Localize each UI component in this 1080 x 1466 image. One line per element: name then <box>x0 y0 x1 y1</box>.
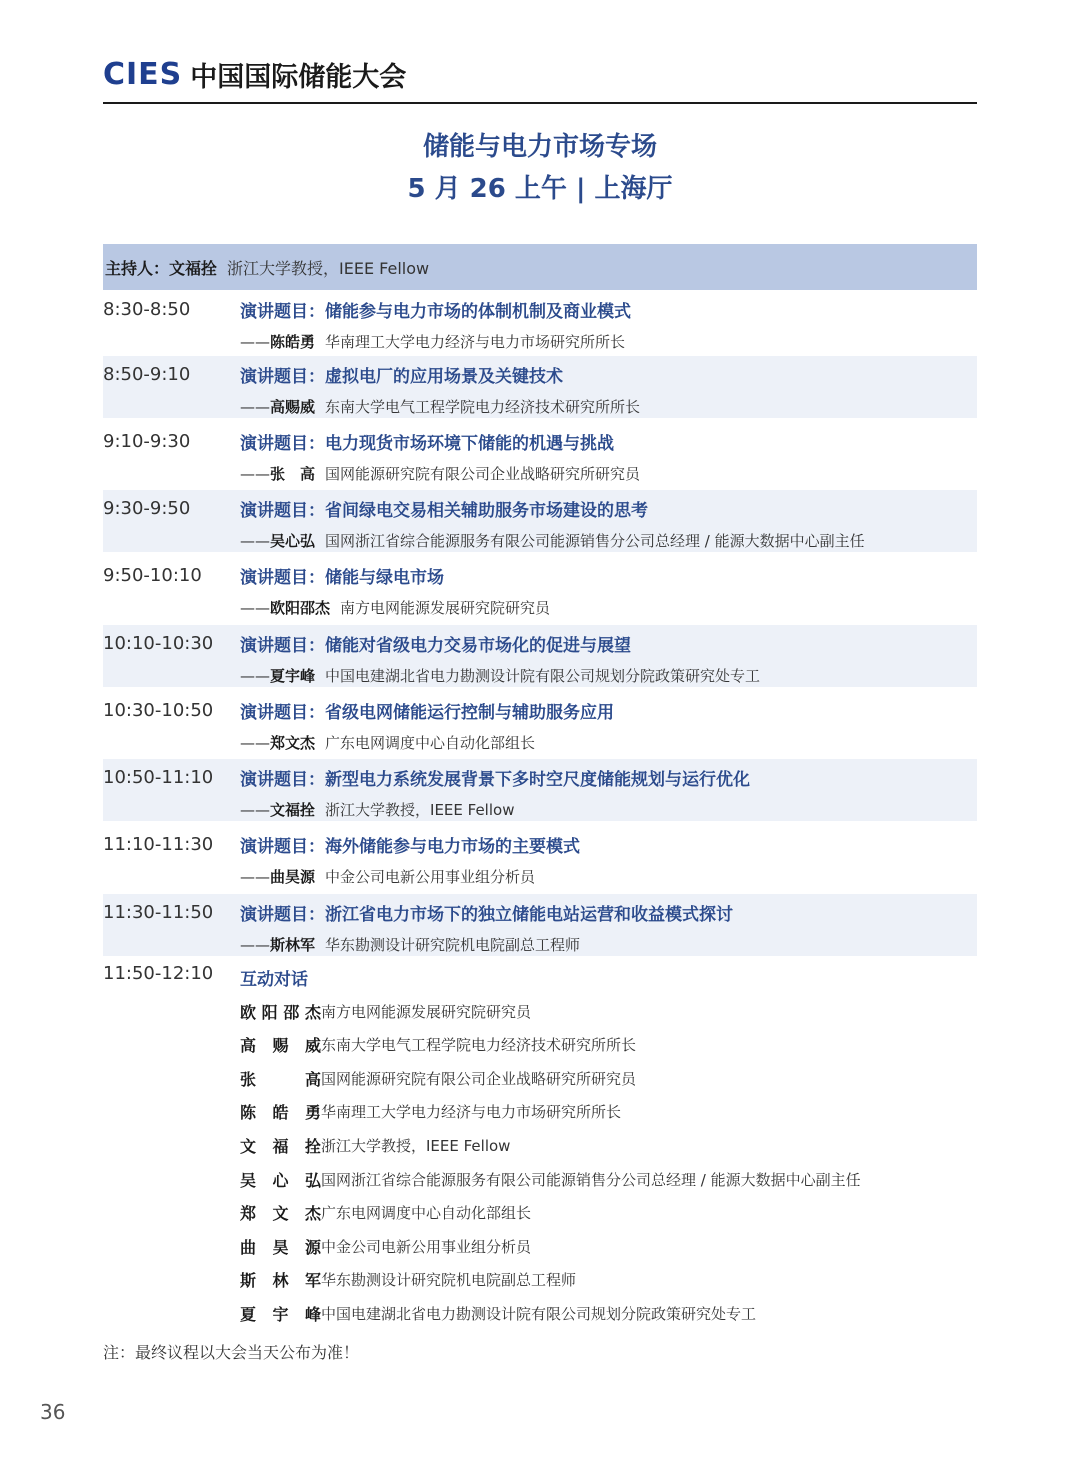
talk-topic: 演讲题目：虚拟电厂的应用场景及关键技术 <box>240 367 563 387</box>
talk-topic: 演讲题目：储能与绿电市场 <box>240 568 444 588</box>
host-bar <box>103 244 977 290</box>
name-char: 文 <box>272 1204 289 1224</box>
dash: —— <box>240 333 270 351</box>
page-number: 36 <box>40 1400 66 1424</box>
panel-member-name <box>240 1168 321 1191</box>
session-time: 10:50-11:10 <box>103 767 214 788</box>
session-title: 储能与电力市场专场 <box>422 132 657 162</box>
panel-member-name <box>240 1201 321 1224</box>
panel-member <box>240 1200 531 1226</box>
conference-logo <box>103 55 406 94</box>
conference-name: 中国国际储能大会 <box>190 62 407 93</box>
agenda-row <box>103 557 977 619</box>
panel-member <box>240 998 531 1024</box>
dash: —— <box>240 734 270 752</box>
talk-topic: 演讲题目：新型电力系统发展背景下多时空尺度储能规划与运行优化 <box>240 770 750 790</box>
dash: —— <box>240 936 270 954</box>
name-char: 斯 <box>240 1271 257 1291</box>
name-char: 陈 <box>240 1103 257 1123</box>
speaker-line <box>240 530 865 551</box>
name-char: 宇 <box>272 1304 289 1324</box>
session-time: 9:50-10:10 <box>103 565 202 586</box>
panel-member-name <box>240 1302 321 1325</box>
agenda-row <box>103 291 977 353</box>
session-time: 11:30-11:50 <box>103 902 214 923</box>
dash: —— <box>240 599 270 617</box>
speaker-affiliation: 南方电网能源发展研究院研究员 <box>340 599 551 617</box>
agenda-row <box>103 423 977 485</box>
panel-title: 互动对话 <box>240 970 308 990</box>
name-char: 心 <box>272 1170 289 1190</box>
panel-member-affiliation: 国网能源研究院有限公司企业战略研究所研究员 <box>321 1069 637 1088</box>
speaker-affiliation: 中金公司电新公用事业组分析员 <box>325 868 536 886</box>
name-char: 邵 <box>283 1002 300 1022</box>
dash: —— <box>240 532 270 550</box>
speaker-name: 张 高 <box>270 465 316 483</box>
speaker-name: 吴心弘 <box>270 532 316 550</box>
panel-member-name <box>240 1134 321 1157</box>
name-char: 郑 <box>240 1204 257 1224</box>
name-char: 林 <box>272 1271 289 1291</box>
name-char: 源 <box>304 1237 321 1257</box>
dash: —— <box>240 868 270 886</box>
speaker-affiliation: 浙江大学教授，IEEE Fellow <box>325 801 515 819</box>
name-char: 阳 <box>261 1002 278 1022</box>
name-char: 弘 <box>304 1170 321 1190</box>
name-char: 赐 <box>272 1036 289 1056</box>
talk-topic: 演讲题目：储能对省级电力交易市场化的促进与展望 <box>240 636 631 656</box>
agenda-row <box>103 894 977 956</box>
talk-topic: 演讲题目：浙江省电力市场下的独立储能电站运营和收益模式探讨 <box>240 905 733 925</box>
speaker-line <box>240 799 514 820</box>
agenda-row <box>103 356 977 418</box>
speaker-name: 欧阳邵杰 <box>270 599 331 617</box>
talk-topic: 演讲题目：省间绿电交易相关辅助服务市场建设的思考 <box>240 501 648 521</box>
name-char: 高 <box>240 1036 257 1056</box>
speaker-affiliation: 东南大学电气工程学院电力经济技术研究所所长 <box>325 398 641 416</box>
panel-member-affiliation: 浙江大学教授，IEEE Fellow <box>321 1136 511 1155</box>
name-char: 峰 <box>304 1304 321 1324</box>
panel-member <box>240 1132 510 1158</box>
session-time: 10:30-10:50 <box>103 700 214 721</box>
name-char: 昊 <box>272 1237 289 1257</box>
panel-member <box>240 1099 621 1125</box>
panel-member-affiliation: 中国电建湖北省电力勘测设计院有限公司规划分院政策研究处专工 <box>321 1304 757 1323</box>
panel-member-affiliation: 华东勘测设计研究院机电院副总工程师 <box>321 1271 577 1290</box>
speaker-name: 斯林军 <box>270 936 316 954</box>
speaker-affiliation: 国网浙江省综合能源服务有限公司能源销售分公司总经理 / 能源大数据中心副主任 <box>325 532 865 550</box>
panel-member-affiliation: 国网浙江省综合能源服务有限公司能源销售分公司总经理 / 能源大数据中心副主任 <box>321 1170 861 1189</box>
speaker-line <box>240 396 640 417</box>
footnote: 注：最终议程以大会当天公布为准！ <box>103 1343 360 1362</box>
dash: —— <box>240 801 270 819</box>
agenda-row <box>103 759 977 821</box>
panel-member-name <box>240 1067 321 1090</box>
name-char: 杰 <box>304 1204 321 1224</box>
name-char: 张 <box>240 1069 257 1089</box>
panel-member <box>240 1267 576 1293</box>
speaker-name: 曲昊源 <box>270 868 316 886</box>
session-datetime: 5 月 26 上午 | 上海厅 <box>407 174 673 204</box>
panel-member-name <box>240 1235 321 1258</box>
name-char: 夏 <box>240 1304 257 1324</box>
speaker-affiliation: 华东勘测设计研究院机电院副总工程师 <box>325 936 581 954</box>
panel-member-name <box>240 1268 321 1291</box>
page-header <box>103 52 977 104</box>
session-time: 9:30-9:50 <box>103 498 191 519</box>
speaker-line <box>240 331 625 352</box>
speaker-affiliation: 华南理工大学电力经济与电力市场研究所所长 <box>325 333 626 351</box>
panel-member-affiliation: 华南理工大学电力经济与电力市场研究所所长 <box>321 1103 622 1122</box>
panel-member <box>240 1300 756 1326</box>
name-char: 曲 <box>240 1237 257 1257</box>
speaker-line <box>240 665 760 686</box>
talk-topic: 演讲题目：储能参与电力市场的体制机制及商业模式 <box>240 302 631 322</box>
agenda-row <box>103 625 977 687</box>
dash: —— <box>240 667 270 685</box>
host-description: 浙江大学教授，IEEE Fellow <box>227 258 430 278</box>
name-char: 文 <box>240 1136 257 1156</box>
agenda-row <box>103 692 977 754</box>
panel-member <box>240 1233 531 1259</box>
speaker-name: 文福拴 <box>270 801 316 819</box>
speaker-line <box>240 934 580 955</box>
panel-member-name <box>240 1033 321 1056</box>
name-char: 福 <box>272 1136 289 1156</box>
speaker-affiliation: 中国电建湖北省电力勘测设计院有限公司规划分院政策研究处专工 <box>325 667 761 685</box>
speaker-affiliation: 广东电网调度中心自动化部组长 <box>325 734 536 752</box>
speaker-name: 陈皓勇 <box>270 333 316 351</box>
talk-topic: 演讲题目：省级电网储能运行控制与辅助服务应用 <box>240 703 614 723</box>
name-char: 威 <box>304 1036 321 1056</box>
speaker-line <box>240 597 550 618</box>
panel-member <box>240 1032 636 1058</box>
speaker-name: 夏宇峰 <box>270 667 316 685</box>
name-char: 欧 <box>240 1002 257 1022</box>
dash: —— <box>240 398 270 416</box>
name-char: 拴 <box>304 1136 321 1156</box>
panel-time: 11:50-12:10 <box>103 963 214 984</box>
cies-logo-mark: CIES <box>103 57 183 92</box>
session-time: 11:10-11:30 <box>103 834 214 855</box>
name-char: 吴 <box>240 1170 257 1190</box>
session-time: 8:50-9:10 <box>103 364 191 385</box>
panel-member-name <box>240 1100 321 1123</box>
host-name: 文福拴 <box>169 258 218 278</box>
agenda-row <box>103 826 977 888</box>
agenda-row <box>103 490 977 552</box>
speaker-line <box>240 463 640 484</box>
name-char: 皓 <box>272 1103 289 1123</box>
session-time: 9:10-9:30 <box>103 431 191 452</box>
dash: —— <box>240 465 270 483</box>
name-char: 高 <box>304 1069 321 1089</box>
panel-member-affiliation: 中金公司电新公用事业组分析员 <box>321 1237 532 1256</box>
panel-member <box>240 1166 861 1192</box>
speaker-name: 高赐威 <box>270 398 316 416</box>
session-time: 8:30-8:50 <box>103 299 191 320</box>
panel-member-affiliation: 南方电网能源发展研究院研究员 <box>321 1002 532 1021</box>
speaker-name: 郑文杰 <box>270 734 316 752</box>
talk-topic: 演讲题目：海外储能参与电力市场的主要模式 <box>240 837 580 857</box>
panel-member-name <box>240 1000 321 1023</box>
speaker-affiliation: 国网能源研究院有限公司企业战略研究所研究员 <box>325 465 641 483</box>
speaker-line <box>240 866 535 887</box>
name-char: 军 <box>304 1271 321 1291</box>
panel-member-affiliation: 东南大学电气工程学院电力经济技术研究所所长 <box>321 1036 637 1055</box>
session-time: 10:10-10:30 <box>103 633 214 654</box>
talk-topic: 演讲题目：电力现货市场环境下储能的机遇与挑战 <box>240 434 614 454</box>
panel-member <box>240 1065 636 1091</box>
panel-member-affiliation: 广东电网调度中心自动化部组长 <box>321 1204 532 1223</box>
name-char: 杰 <box>304 1002 321 1022</box>
speaker-line <box>240 732 535 753</box>
host-label: 主持人： <box>105 258 170 278</box>
name-char: 勇 <box>304 1103 321 1123</box>
